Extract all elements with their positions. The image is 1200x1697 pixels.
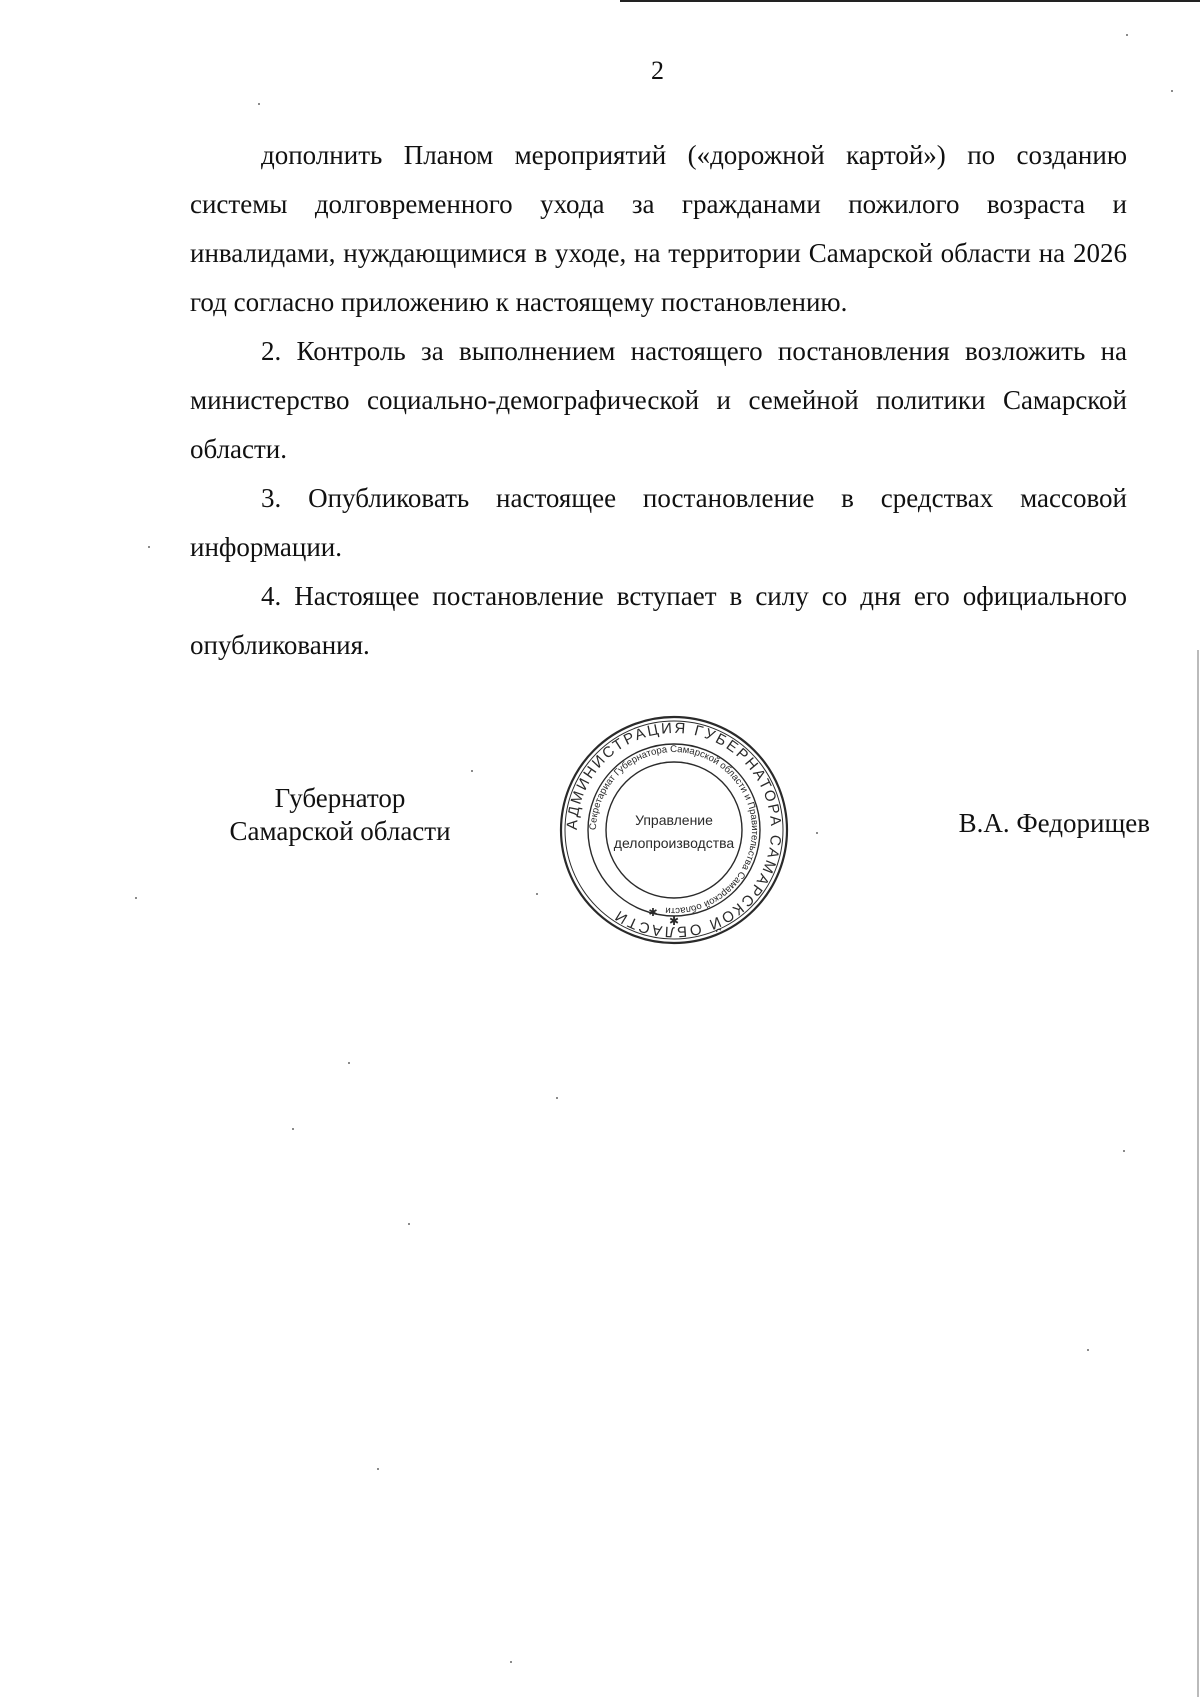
seal-center-line2: делопроизводства	[613, 835, 735, 851]
official-seal	[558, 714, 790, 946]
paragraph-4: 4. Настоящее постановление вступает в силу со дня его официального опубликования.	[190, 581, 1127, 660]
scan-speck	[556, 1097, 558, 1099]
scan-speck	[1126, 34, 1128, 36]
paragraph-3: 3. Опубликовать настоящее постановление в средствах массовой информации.	[190, 483, 1127, 562]
official-seal-graphic	[558, 714, 790, 946]
signatory-title-line2: Самарской области	[229, 816, 451, 846]
signatory-name: В.А. Федорищев	[958, 808, 1150, 838]
scan-speck	[510, 1661, 512, 1663]
scan-speck	[536, 893, 538, 895]
seal-center-line1: Управление	[635, 812, 713, 828]
signatory-title	[210, 782, 470, 848]
top-edge-rule	[620, 0, 1200, 2]
seal-inner-text: Секретариат Губернатора Самарской области и Правительства Самарской области	[587, 743, 761, 917]
scan-speck	[1087, 1349, 1089, 1351]
scan-edge-shadow	[1197, 650, 1199, 1697]
scan-speck	[1171, 90, 1173, 92]
scan-speck	[348, 1062, 350, 1064]
page-number: 2	[651, 56, 664, 85]
seal-star-bottom: ✱	[668, 914, 680, 928]
scan-speck	[408, 1223, 410, 1225]
scan-speck	[816, 832, 818, 834]
paragraph-2: 2. Контроль за выполнением настоящего постановления возложить на министерство социально-демографической и семейной политики Самарской области.	[190, 336, 1127, 464]
scan-speck	[135, 897, 137, 899]
scan-speck	[471, 770, 473, 772]
seal-inner-ring	[606, 762, 742, 898]
seal-outer-text: АДМИНИСТРАЦИЯ ГУБЕРНАТОРА САМАРСКОЙ ОБЛАСТИ	[563, 719, 785, 941]
scan-speck	[258, 103, 260, 105]
scan-speck	[148, 546, 150, 548]
paragraph-1: дополнить Планом мероприятий («дорожной картой») по созданию системы долговременного ухода за гражданами пожилого возраста и инвалидами, нуждающимися в уходе, на территории Самарской области на 2026 год согласно приложению к настоящему постановлению.	[190, 140, 1127, 317]
seal-star-left: ✱	[648, 907, 658, 919]
signatory-title-line1: Губернатор	[274, 783, 406, 813]
scan-speck	[377, 1468, 379, 1470]
scan-speck	[292, 1128, 294, 1130]
document-body	[190, 131, 1127, 670]
scan-speck	[1123, 1150, 1125, 1152]
